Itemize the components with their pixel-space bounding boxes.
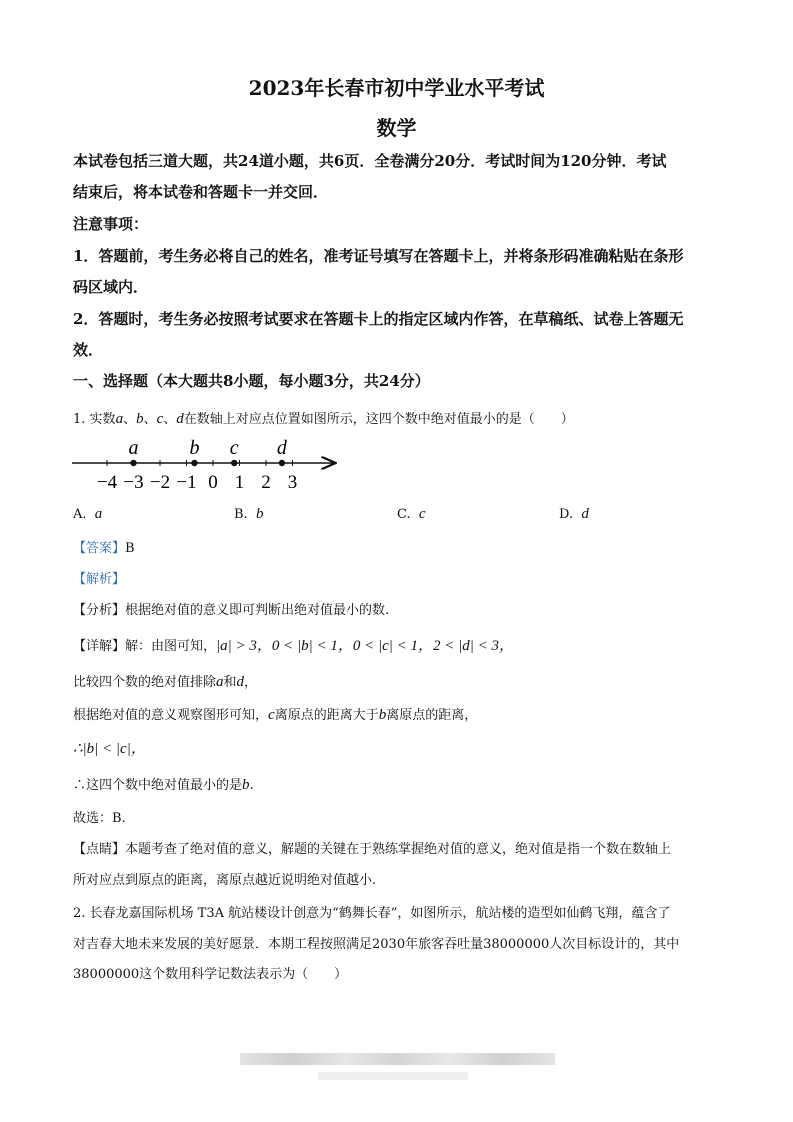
compare-line	[73, 671, 257, 691]
point-label-a: a	[128, 437, 139, 459]
xiangjie-tag: 【详解】	[73, 639, 126, 654]
fenxi-line	[73, 599, 389, 618]
q1-var-b: b	[136, 411, 144, 427]
option-value: a	[94, 506, 103, 522]
q2-line-2: 对吉春大地未来发展的美好愿景．本期工程按照满足2030年旅客吞吐量38000000人次目标设计的，其中	[73, 937, 680, 952]
notice-2-line-1: 2．答题时，考生务必按照考试要求在答题卡上的指定区域内作答，在草稿纸、试卷上答题无	[73, 310, 684, 328]
tick-label: −1	[176, 472, 197, 493]
option-letter: D.	[559, 507, 574, 522]
q1-option-a[interactable]	[73, 506, 102, 523]
q2-line-1: 2. 长春龙嘉国际机场 T3A 航站楼设计创意为“鹤舞长春”，如图所示，航站楼的造型如仙鹤飞翔，蕴含了	[73, 906, 671, 921]
q1-option-d[interactable]	[559, 506, 589, 523]
therefore-2-text: ∴这四个数中绝对值最小的是	[73, 778, 243, 793]
option-value: b	[255, 506, 264, 522]
observe-var-c: c	[268, 707, 275, 723]
notice-2-line-2: 效．	[73, 341, 104, 359]
compare-text: 比较四个数的绝对值排除	[73, 675, 217, 690]
answer-line	[73, 537, 135, 556]
dianjing-tag: 【点睛】	[73, 842, 126, 857]
q1-option-b[interactable]	[234, 506, 263, 523]
xiangjie-math: |a| > 3，0 < |b| < 1，0 < |c| < 1，2 < |d| < 3，	[216, 638, 515, 654]
q1-sep: 、	[123, 412, 137, 427]
page-title: 2023年长春市初中学业水平考试	[248, 76, 545, 100]
q1-var-d: d	[176, 411, 184, 427]
tick-label: 3	[287, 472, 298, 493]
fenxi-tag: 【分析】	[73, 603, 126, 618]
point-a	[130, 460, 136, 466]
q1-suffix: 在数轴上对应点位置如图所示，这四个数中绝对值最小的是（ ）	[183, 412, 574, 427]
number-line-figure	[70, 432, 345, 497]
point-label-b: b	[189, 437, 200, 459]
watermark-blur	[240, 1053, 555, 1065]
point-c	[231, 460, 237, 466]
point-d	[279, 460, 285, 466]
xiangjie-prefix: 解：由图可知，	[125, 639, 217, 654]
notice-1-line-1: 1．答题前，考生务必将自己的姓名，准考证号填写在答题卡上，并将条形码准确粘贴在条形	[73, 247, 684, 265]
fenxi-text: 根据绝对值的意义即可判断出绝对值最小的数.	[125, 603, 390, 618]
observe-text-2: 离原点的距离大于	[274, 708, 379, 723]
tick-label: −3	[123, 472, 144, 493]
page-subtitle: 数学	[376, 116, 417, 140]
q1-stem	[73, 408, 574, 428]
observe-text-1: 根据绝对值的意义观察图形可知，	[73, 708, 269, 723]
therefore-line-1: ∴|b| < |c|，	[73, 741, 146, 757]
notice-1-line-2: 码区域内．	[73, 278, 149, 296]
compare-end: ，	[244, 675, 258, 690]
dianjing-text-1: 本题考查了绝对值的意义，解题的关键在于熟练掌握绝对值的意义，绝对值是指一个数在数轴上	[125, 842, 672, 857]
dianjing-line-2: 所对应点到原点的距离，离原点越近说明绝对值越小.	[73, 873, 377, 888]
q1-var-a: a	[115, 411, 124, 427]
q1-var-c: c	[156, 411, 164, 427]
q1-option-c[interactable]	[397, 506, 426, 523]
q1-prefix: 实数	[89, 412, 116, 427]
answer-tag: 【答案】	[73, 541, 126, 556]
option-letter: A.	[73, 507, 87, 522]
point-label-d: d	[276, 437, 287, 459]
q1-number: 1.	[73, 412, 86, 427]
tick-label: −2	[149, 472, 171, 493]
compare-var-a: a	[216, 674, 224, 690]
observe-text-3: 离原点的距离，	[386, 708, 478, 723]
therefore-2-var-b: b	[242, 777, 250, 793]
tick-label: 2	[261, 472, 271, 493]
compare-and: 和	[223, 675, 237, 690]
tick-label: −4	[96, 472, 118, 493]
dianjing-line-1	[73, 838, 671, 857]
option-value: d	[581, 506, 589, 522]
analysis-tag: 【解析】	[73, 572, 126, 587]
intro-line-1: 本试卷包括三道大题，共24道小题，共6页．全卷满分20分．考试时间为120分钟．考试	[73, 152, 667, 170]
option-value: c	[418, 506, 426, 522]
observe-line	[73, 704, 477, 724]
xiangjie-line	[73, 634, 514, 655]
choose-line: 故选：B.	[73, 811, 126, 826]
option-letter: C.	[397, 507, 411, 522]
compare-var-d: d	[236, 674, 245, 690]
observe-var-b: b	[378, 707, 387, 723]
q1-sep: 、	[143, 412, 157, 427]
therefore-line-2	[73, 774, 254, 794]
option-letter: B.	[234, 507, 248, 522]
q2-line-3: 38000000这个数用科学记数法表示为（ ）	[73, 967, 348, 982]
intro-line-2: 结束后，将本试卷和答题卡一并交回．	[73, 183, 329, 201]
section-1-heading: 一、选择题（本大题共8小题，每小题3分，共24分）	[73, 372, 430, 390]
point-label-c: c	[229, 437, 239, 459]
answer-value: B	[125, 541, 135, 556]
notice-title: 注意事项：	[73, 215, 149, 233]
q1-sep: 、	[163, 412, 177, 427]
watermark-blur-secondary	[318, 1072, 468, 1080]
point-b	[191, 460, 197, 466]
therefore-2-end: .	[249, 778, 254, 793]
tick-label: 0	[208, 472, 218, 493]
tick-label: 1	[234, 472, 245, 493]
